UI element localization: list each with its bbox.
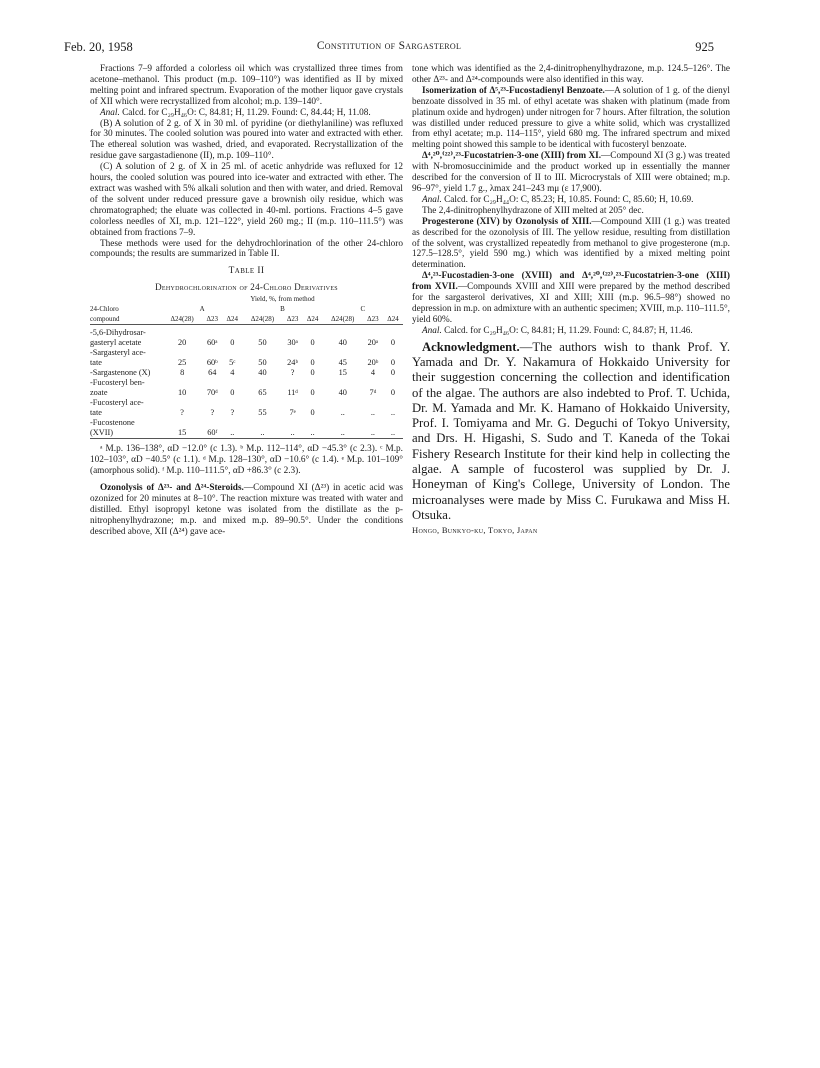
yield-value: 25	[177, 358, 187, 368]
ozonolysis-text: —Compound XI (Δ²³) in acetic acid was ozonized for 20 minutes at 8–10°. The reaction mixture was treated with water and distilled. Ethyl isopropyl ketone was isolated from the distillate as the p-nitrophenylhydrazone; m.p. and mixed m.p. 89–90.5°. Under the conditions described above, XII (Δ²⁴) gave ace-	[90, 483, 403, 537]
yield-value: 0	[390, 368, 396, 378]
yield-value: 4	[370, 368, 375, 378]
yield-value: ..	[290, 428, 295, 438]
table-body	[90, 328, 403, 439]
sub-header: Δ24(28)	[170, 315, 194, 324]
yield-value: 65	[258, 388, 267, 398]
yield-value: ..	[370, 428, 375, 438]
paragraph-progesterone	[412, 217, 730, 272]
paragraph-continued: tone which was identified as the 2,4-dinitrophenylhydrazone, m.p. 124.5–126°. The other Δ²³- and Δ²⁴-compounds were also identified in this way.	[412, 64, 730, 85]
yield-value: ..	[390, 408, 396, 418]
anal-text: Calcd. for C₂₉H₄₄O: C, 85.23; H, 10.85. Found: C, 85.60; H, 10.69.	[444, 194, 694, 205]
yield-value: ?	[290, 368, 295, 378]
compound-name	[90, 368, 162, 378]
running-header	[64, 40, 714, 58]
yield-value: ?	[210, 408, 215, 418]
paragraph-methods-used: These methods were used for the dehydrochlorination of the other 24-chloro compounds; the results are summarized in Table II.	[90, 238, 403, 260]
compound-name-line: -Fucostenone	[90, 418, 135, 428]
left-column	[90, 64, 403, 538]
anal-text: Calcd. for C₂₉H₄₆O: C, 84.81; H, 11.29. Found: C, 84.87; H, 11.46.	[444, 325, 693, 336]
compound-name	[90, 418, 162, 439]
yield-value: 60ᶠ	[207, 428, 218, 438]
compound-name	[90, 378, 162, 398]
yield-value: 0	[230, 388, 235, 398]
yield-value: 5ᶜ	[229, 358, 236, 368]
fucostatrienone-heading: Δ⁴,²⁰,⁽²²⁾,²³-Fucostatrien-3-one (XIII) from XI.	[422, 151, 602, 162]
yield-value: ..	[340, 428, 345, 438]
yield-value: 55	[258, 408, 267, 418]
acknowledgment-heading: Acknowledgment.	[422, 339, 520, 354]
yield-value: 40	[258, 368, 267, 378]
yield-value: 0	[310, 408, 315, 418]
table-row	[90, 328, 403, 348]
yield-value: 70ᵈ	[206, 388, 218, 398]
paragraph-acknowledgment	[412, 340, 730, 524]
yield-value: ..	[390, 428, 396, 438]
sub-header: Δ24(28)	[250, 315, 275, 324]
yield-value: 50	[258, 358, 267, 368]
running-title: Constitution of Sargasterol	[316, 40, 462, 52]
yield-value: 11ᵈ	[287, 388, 298, 398]
anal-text: Calcd. for C₂₉H₄₆O: C, 84.81; H, 11.29. Found: C, 84.44; H, 11.08.	[122, 107, 371, 118]
yield-value: 20ᵃ	[367, 338, 379, 348]
table-row	[90, 348, 403, 368]
table-header-row-1	[90, 294, 403, 304]
yield-value: 20	[177, 338, 187, 348]
table-row	[90, 378, 403, 398]
table-footnotes: ᵃ M.p. 136–138°, αD −12.0° (c 1.3). ᵇ M.p. 112–114°, αD −45.3° (c 2.3). ᶜ M.p. 102–103°, αD −40.5° (c 1.1). ᵈ M.p. 128–130°, αD −10.6° (c 1.4). ᵉ M.p. 101–109° (amorphous solid). ᶠ M.p. 110–111.5°, αD +86.3° (c 2.3).	[90, 444, 403, 477]
method-b: B	[280, 305, 285, 314]
yield-value: 40	[338, 388, 347, 398]
anal-label: Anal.	[422, 325, 442, 336]
yield-value: 0	[310, 338, 315, 348]
table-header-row-3	[90, 314, 403, 325]
yield-value: 60ᵇ	[206, 358, 218, 368]
yield-value: 0	[230, 338, 235, 348]
table-caption: Dehydrochlorination of 24-Chloro Derivatives	[155, 282, 338, 293]
analysis-1	[90, 108, 403, 119]
sub-header: Δ24	[387, 315, 399, 324]
compound-name-line: zoate	[90, 388, 108, 398]
yield-value: 0	[310, 388, 315, 398]
yield-value: 0	[390, 388, 396, 398]
compound-name-line: -Fucosteryl ace-	[90, 398, 144, 408]
table-row	[90, 418, 403, 439]
yield-value: ..	[230, 428, 235, 438]
analysis-3	[412, 326, 730, 337]
yield-header: Yield, %, from method	[250, 295, 315, 304]
compound-name	[90, 348, 162, 368]
progesterone-heading: Progesterone (XIV) by Ozonolysis of XIII.	[422, 216, 592, 227]
paragraph-xviii	[412, 271, 730, 326]
table-row	[90, 398, 403, 418]
yield-value: 15	[338, 368, 347, 378]
yield-value: 30ᵃ	[287, 338, 298, 348]
paragraph-method-b: (B) A solution of 2 g. of X in 30 ml. of pyridine (or diethylaniline) was refluxed for 30 minutes. The cooled solution was poured into water and extracted with ether. The ethereal solution was washed, dried, and evaporated. Recrystallization of the residue gave sargastadienone (II), m.p. 109–110°.	[90, 118, 403, 162]
yield-value: 0	[310, 358, 315, 368]
yield-value: 0	[390, 358, 396, 368]
compound-name-line: (XVII)	[90, 428, 114, 438]
paragraph-fucostatrienone	[412, 151, 730, 195]
compound-name-line: -Fucosteryl ben-	[90, 378, 145, 388]
yield-value: 7ᵉ	[289, 408, 296, 418]
paragraph-method-c: (C) A solution of 2 g. of X in 25 ml. of acetic anhydride was refluxed for 12 hours, the cooled solution was poured into ice-water and extracted with ether. The extract was washed with 5% alkali solution and then with water, and dried. Removal of the solvent under reduced pressure gave a brownish oily residue, which was chromatographed; the eluate was collected in 40-ml. portions. Fractions 4–5 gave colorless needles of XI, m.p. 121–122°, yield 260 mg.; II (m.p. 110–111.5°) was obtained from fractions 7–9.	[90, 162, 403, 238]
analysis-2	[412, 195, 730, 206]
sub-header: Δ23	[367, 315, 379, 324]
anal-label: Anal.	[422, 194, 442, 205]
isomerization-text: —A solution of 1 g. of the dienyl benzoate dissolved in 35 ml. of ethyl acetate was shaken with platinum (made from platinum oxide and hydrogen) under nitrogen for 7 hours. After filtration, the solution was distilled under reduced pressure to give a white solid, which was crystallized from ethyl acetate; m.p. 114–115°, yield 680 mg. The infrared spectrum and mixed melting point showed this sample to be identical with fucosteryl benzoate.	[412, 85, 730, 151]
compound-name-line: -Sargastenone (X)	[90, 368, 151, 378]
sub-header: Δ23	[206, 315, 219, 324]
table-header-row-2	[90, 304, 403, 314]
yield-value: 24ᵇ	[287, 358, 299, 368]
compound-name-line: tate	[90, 358, 102, 368]
sub-header: Δ23	[286, 315, 299, 324]
yield-value: ..	[340, 408, 345, 418]
compound-name-line: -Sargasteryl ace-	[90, 348, 146, 358]
acknowledgment-text: —The authors wish to thank Prof. Y. Yamada and Dr. Y. Nakamura of Hokkaido University for their suggestion concerning the collection and identification of the algae. The authors are also indebted to Prof. T. Uchida, Dr. M. Yamada and Mr. K. Hamano of Hokkaido University, Prof. I. Tomiyama and Mr. G. Deguchi of Tokyo University, and Drs. H. Higashi, S. Sudo and T. Kaneda of the Tokai Fishery Research Institute for their kind help in collecting the algae. A sample of fucosterol was supplied by Dr. J. Honeyman of King's College, University of London. The microanalyses were made by Miss C. Furukawa and Miss H. Otsuka.	[412, 339, 730, 522]
sub-header: Δ24(28)	[331, 315, 355, 324]
right-column	[412, 64, 730, 535]
yield-value: ..	[260, 428, 265, 438]
yield-value: 60ᵃ	[207, 338, 218, 348]
progesterone-text: —Compound XIII (1 g.) was treated as described for the ozonolysis of III. The yellow residue, resulting from distillation of the solvent, was crystallized repeatedly from methanol to give progesterone (m.p. 127.5–128.5°, yield 590 mg.) which was identified by a mixed melting point determination.	[412, 216, 730, 271]
yield-value: ?	[180, 408, 184, 418]
yield-value: 8	[180, 368, 185, 378]
journal-date: Feb. 20, 1958	[64, 40, 133, 54]
compound-name	[90, 328, 162, 348]
compound-name-line: tate	[90, 408, 102, 418]
isomerization-heading: Isomerization of Δ⁵,²³-Fucostadienyl Benzoate.	[422, 85, 605, 96]
paragraph-fractions: Fractions 7–9 afforded a colorless oil which was crystallized three times from acetone–methanol. This product (m.p. 109–110°) was identified as II by mixed melting point and infrared spectrum. Evaporation of the mother liquor gave crystals of XII which were recrystallized from alcohol; m.p. 139–140°.	[90, 64, 403, 107]
yield-value: ..	[370, 408, 375, 418]
table-title: Table II	[228, 266, 265, 277]
paragraph-isomerization	[412, 86, 730, 151]
anal-label: Anal.	[100, 107, 120, 118]
ozonolysis-heading: Ozonolysis of Δ²³- and Δ²⁴-Steroids.	[100, 483, 244, 494]
col-label-2: compound	[90, 315, 120, 324]
sub-header: Δ24	[306, 315, 319, 324]
yield-value: 64	[208, 368, 217, 378]
xviii-text: —Compounds XVIII and XIII were prepared by the method described for the sargasterol derivatives, XI and XIII; XIII (m.p. 96.5–98°) showed no depression in m.p. on admixture with an authentic specimen; XVIII, m.p. 110–111.5°, yield 60%.	[412, 282, 730, 325]
yield-value: 20ᵇ	[367, 358, 379, 368]
yield-value: 50	[258, 338, 267, 348]
col-label-1: 24-Chloro	[90, 305, 119, 314]
yield-value: 15	[177, 428, 187, 438]
fucostatrienone-text: —Compound XI (3 g.) was treated with N-bromosuccinimide and the product worked up in essentially the manner described for the conversion of II to III. Microcrystals of XIII were obtained; m.p. 96–97°, yield 1.7 g., λmax 241–243 mμ (ε 17,900).	[412, 151, 731, 194]
paragraph-ozonolysis	[90, 483, 403, 538]
yield-value: 4	[230, 368, 235, 378]
dehydrochlorination-table	[90, 294, 403, 442]
compound-name-line: gasteryl acetate	[90, 338, 142, 348]
yield-value: 0	[390, 338, 396, 348]
page-number: 925	[695, 40, 714, 54]
yield-value: ?	[230, 408, 235, 418]
yield-value: 45	[338, 358, 347, 368]
table-row	[90, 368, 403, 378]
yield-value: 10	[177, 388, 187, 398]
compound-name	[90, 398, 162, 418]
yield-value: 7ᵈ	[369, 388, 377, 398]
xviii-heading: Δ⁴,²³-Fucostadien-3-one (XVIII) and Δ⁴,²⁰,⁽²²⁾,²³-Fucostatrien-3-one (XIII) from XVII.	[412, 271, 730, 293]
compound-name-line: -5,6-Dihydrosar-	[90, 328, 146, 338]
sub-header: Δ24	[226, 315, 239, 324]
yield-value: ..	[310, 428, 315, 438]
paragraph-dnp: The 2,4-dinitrophenylhydrazone of XIII melted at 205° dec.	[422, 205, 644, 216]
affiliation: Hongo, Bunkyo-ku, Tokyo, Japan	[412, 525, 538, 536]
method-a: A	[199, 305, 205, 314]
method-c: C	[360, 305, 366, 314]
yield-value: 0	[310, 368, 315, 378]
yield-value: 40	[338, 338, 347, 348]
